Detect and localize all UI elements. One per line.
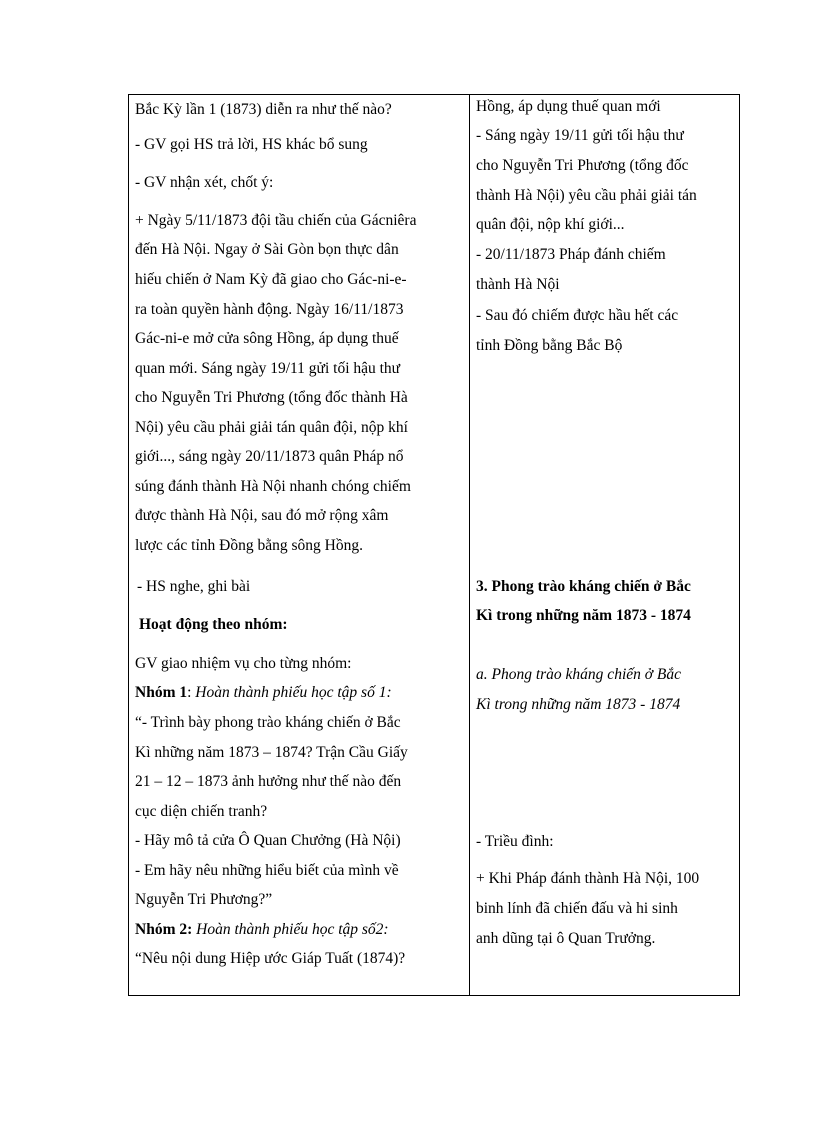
question-text: Bắc Kỳ lần 1 (1873) diễn ra như thế nào? bbox=[135, 101, 392, 118]
summary-line: được thành Hà Nội, sau đó mở rộng xâm bbox=[135, 507, 389, 524]
hs-listen-text: - HS nghe, ghi bài bbox=[137, 578, 251, 595]
section-3-heading: 3. Phong trào kháng chiến ở Bắc bbox=[476, 578, 691, 595]
group1-line bbox=[135, 678, 392, 708]
question-line: - Em hãy nêu những hiểu biết của mình về bbox=[135, 862, 399, 879]
right-text-line: binh lính đã chiến đấu và hi sinh bbox=[476, 900, 678, 917]
right-text-line: thành Hà Nội) yêu cầu phải giải tán bbox=[476, 187, 697, 204]
column-divider bbox=[469, 95, 470, 995]
section-3-heading: Kì trong những năm 1873 - 1874 bbox=[476, 607, 691, 624]
right-text-line: - 20/11/1873 Pháp đánh chiếm bbox=[476, 246, 666, 263]
right-text-line: + Khi Pháp đánh thành Hà Nội, 100 bbox=[476, 870, 700, 887]
summary-line: ra toàn quyền hành động. Ngày 16/11/1873 bbox=[135, 301, 404, 318]
right-text-line: cho Nguyễn Tri Phương (tổng đốc bbox=[476, 157, 689, 174]
group2-task: Hoàn thành phiếu học tập số2: bbox=[192, 921, 389, 938]
right-text-line: - Sáng ngày 19/11 gửi tối hậu thư bbox=[476, 127, 684, 144]
lesson-table bbox=[128, 94, 740, 996]
question-line: Kì những năm 1873 – 1874? Trận Cầu Giấy bbox=[135, 744, 408, 761]
summary-line: Gác-ni-e mở cửa sông Hồng, áp dụng thuế bbox=[135, 330, 399, 347]
summary-line: lược các tỉnh Đồng bằng sông Hồng. bbox=[135, 537, 363, 554]
right-text-line: - Sau đó chiếm được hầu hết các bbox=[476, 307, 679, 324]
summary-line: đến Hà Nội. Ngay ở Sài Gòn bọn thực dân bbox=[135, 241, 399, 258]
summary-line: súng đánh thành Hà Nội nhanh chóng chiếm bbox=[135, 478, 411, 495]
summary-line: giới..., sáng ngày 20/11/1873 quân Pháp nổ bbox=[135, 448, 404, 465]
summary-line: + Ngày 5/11/1873 đội tầu chiến của Gácniêra bbox=[135, 212, 417, 229]
group1-label: Nhóm 1 bbox=[135, 684, 188, 701]
group2-label: Nhóm 2: bbox=[135, 921, 193, 938]
right-text-line: quân đội, nộp khí giới... bbox=[476, 216, 625, 233]
right-text-line: tỉnh Đồng bằng Bắc Bộ bbox=[476, 337, 623, 354]
group1-task: Hoàn thành phiếu học tập số 1: bbox=[195, 684, 392, 701]
summary-line: Nội) yêu cầu phải giải tán quân đội, nộp khí bbox=[135, 419, 408, 436]
summary-line: hiếu chiến ở Nam Kỳ đã giao cho Gác-ni-e- bbox=[135, 271, 407, 288]
group1-separator: : bbox=[187, 684, 196, 701]
section-3a-heading: Kì trong những năm 1873 - 1874 bbox=[476, 696, 681, 713]
right-text-line: - Triều đình: bbox=[476, 833, 554, 850]
right-text-line: Hồng, áp dụng thuế quan mới bbox=[476, 98, 661, 115]
section-3a-heading: a. Phong trào kháng chiến ở Bắc bbox=[476, 666, 681, 683]
summary-line: cho Nguyễn Tri Phương (tổng đốc thành Hà bbox=[135, 389, 408, 406]
gv-remark-text: - GV nhận xét, chốt ý: bbox=[135, 174, 274, 191]
gv-call-text: - GV gọi HS trả lời, HS khác bổ sung bbox=[135, 136, 368, 153]
group2-line bbox=[135, 915, 389, 945]
question-line: 21 – 12 – 1873 ảnh hưởng như thế nào đến bbox=[135, 773, 402, 790]
question-line: “Nêu nội dung Hiệp ước Giáp Tuất (1874)? bbox=[135, 950, 406, 967]
group-activity-heading: Hoạt động theo nhóm: bbox=[139, 616, 288, 633]
question-line: - Hãy mô tả cửa Ô Quan Chưởng (Hà Nội) bbox=[135, 832, 401, 849]
question-line: cục diện chiến tranh? bbox=[135, 803, 268, 820]
right-text-line: thành Hà Nội bbox=[476, 276, 560, 293]
summary-line: quan mới. Sáng ngày 19/11 gửi tối hậu thư bbox=[135, 360, 401, 377]
question-line: “- Trình bày phong trào kháng chiến ở Bắc bbox=[135, 714, 401, 731]
right-text-line: anh dũng tại ô Quan Trưởng. bbox=[476, 930, 656, 947]
question-line: Nguyễn Tri Phương?” bbox=[135, 891, 273, 908]
gv-assign-text: GV giao nhiệm vụ cho từng nhóm: bbox=[135, 655, 352, 672]
